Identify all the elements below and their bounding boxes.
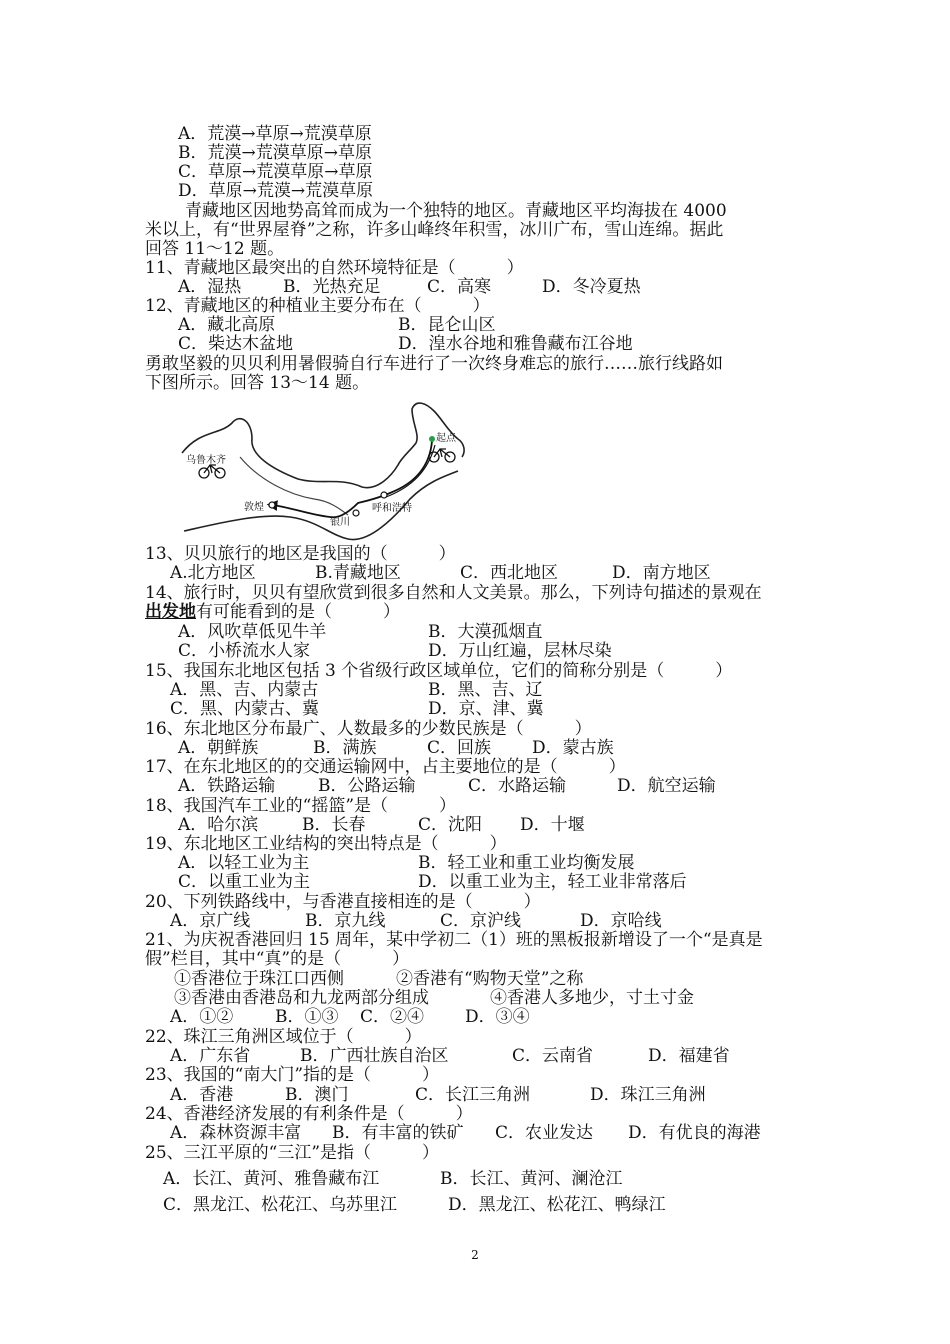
option-text: ②香港有“购物天堂”之称 xyxy=(396,969,584,989)
option-text: D．福建省 xyxy=(648,1046,730,1066)
line-text: A．湿热 xyxy=(178,277,242,297)
line-text: C．黑龙江、松花江、乌苏里江 xyxy=(163,1195,398,1215)
line-text: A．长江、黄河、雅鲁藏布江 xyxy=(163,1169,380,1189)
option-text: C．回族 xyxy=(427,738,492,758)
line-text: 勇敢坚毅的贝贝利用暑假骑自行车进行了一次终身难忘的旅行……旅行线路如 xyxy=(145,354,723,374)
option-text: D．航空运输 xyxy=(617,776,716,796)
line-text: A．京广线 xyxy=(170,911,251,931)
option-text: C．水路运输 xyxy=(468,776,567,796)
option-text: D．十堰 xyxy=(520,815,585,835)
line-text: 假”栏目，其中“真”的是（ ） xyxy=(145,949,410,969)
line-text: A.北方地区 xyxy=(170,563,256,583)
line-text: A．广东省 xyxy=(170,1046,251,1066)
line-text: 15、我国东北地区包括 3 个省级行政区域单位，它们的简称分别是（ ） xyxy=(145,661,733,681)
dunhuang-dot xyxy=(269,502,275,508)
line-text: C．黑、内蒙古、冀 xyxy=(170,699,320,719)
line-text: 20、下列铁路线中，与香港直接相连的是（ ） xyxy=(145,892,541,912)
option-text: B．公路运输 xyxy=(318,776,416,796)
line-text: D．草原→荒漠→荒漠草原 xyxy=(178,181,374,201)
option-text: B．大漠孤烟直 xyxy=(428,622,543,642)
option-text: D．以重工业为主，轻工业非常落后 xyxy=(418,872,687,892)
option-text: D．京、津、冀 xyxy=(428,699,544,719)
option-text: C．西北地区 xyxy=(460,563,559,583)
line-text: C．小桥流水人家 xyxy=(178,641,311,661)
option-text: D．珠江三角洲 xyxy=(590,1085,706,1105)
option-text: B．广西壮族自治区 xyxy=(300,1046,449,1066)
yinchuan-dot xyxy=(353,510,359,516)
line-text: 13、贝贝旅行的地区是我国的（ ） xyxy=(145,544,456,564)
line-text: 23、我国的“南大门”指的是（ ） xyxy=(145,1065,440,1085)
hohhot-dot xyxy=(381,492,387,498)
line-text: A．①② xyxy=(170,1007,234,1027)
line-text: 18、我国汽车工业的“摇篮”是（ ） xyxy=(145,796,457,816)
option-text: D．湟水谷地和雅鲁藏布江谷地 xyxy=(398,334,633,354)
option-text: D．有优良的海港 xyxy=(628,1123,761,1143)
line-text: 25、三江平原的“三江”是指（ ） xyxy=(145,1143,440,1163)
line-text: A．森林资源丰富 xyxy=(170,1123,302,1143)
option-text: ④香港人多地少，寸土寸金 xyxy=(490,988,694,1008)
line-text: 22、珠江三角洲区域位于（ ） xyxy=(145,1027,422,1047)
option-text: D．③④ xyxy=(465,1007,530,1027)
option-text: C．长江三角洲 xyxy=(415,1085,531,1105)
option-text: C．云南省 xyxy=(512,1046,594,1066)
option-text: B．满族 xyxy=(313,738,377,758)
label-urumqi: 乌鲁木齐 xyxy=(186,455,226,466)
option-text: D．蒙古族 xyxy=(532,738,614,758)
option-text: B．澳门 xyxy=(285,1085,349,1105)
line-text: 19、东北地区工业结构的突出特点是（ ） xyxy=(145,834,507,854)
bicycle-icon-urumqi xyxy=(199,465,225,478)
line-text: 21、为庆祝香港回归 15 周年，某中学初二（1）班的黑板报新增设了一个“是真是 xyxy=(145,930,763,950)
line-text: 11、青藏地区最突出的自然环境特征是（ ） xyxy=(145,258,524,278)
line-text: 12、青藏地区的种植业主要分布在（ ） xyxy=(145,296,490,316)
label-yinchuan: 银川 xyxy=(330,517,350,528)
line-text: A．朝鲜族 xyxy=(178,738,259,758)
line-text: A．香港 xyxy=(170,1085,234,1105)
line-text: A．以轻工业为主 xyxy=(178,853,310,873)
line-text: 下图所示。回答 13～14 题。 xyxy=(145,373,370,393)
line-text: A．哈尔滨 xyxy=(178,815,259,835)
line-text: A．藏北高原 xyxy=(178,315,276,335)
option-text: B．轻工业和重工业均衡发展 xyxy=(418,853,635,873)
line-text: 17、在东北地区的的交通运输网中，占主要地位的是（ ） xyxy=(145,757,626,777)
option-text: D．京哈线 xyxy=(580,911,662,931)
q14-rest-text: 有可能看到的是（ ） xyxy=(196,602,400,622)
option-text: B．昆仑山区 xyxy=(398,315,496,335)
option-text: B．①③ xyxy=(275,1007,339,1027)
line-text: B．荒漠→荒漠草原→草原 xyxy=(178,143,372,163)
option-text: B.青藏地区 xyxy=(315,563,401,583)
underlined-start-word: 出发地 xyxy=(145,602,196,622)
option-text: B．长江、黄河、澜沧江 xyxy=(440,1169,623,1189)
label-dunhuang: 敦煌 xyxy=(244,502,264,513)
line-text: ①香港位于珠江口西侧 xyxy=(174,969,344,989)
line-text: ③香港由香港岛和九龙两部分组成 xyxy=(174,988,429,1008)
line-text: 米以上，有“世界屋脊”之称，许多山峰终年积雪，冰川广布，雪山连绵。据此 xyxy=(145,220,724,240)
line-text: 青藏地区因地势高耸而成为一个独特的地区。青藏地区平均海拔在 4000 xyxy=(185,201,727,221)
option-text: C．②④ xyxy=(360,1007,425,1027)
label-start: 起点 xyxy=(436,433,456,444)
option-text: B．长春 xyxy=(302,815,366,835)
option-text: B．黑、吉、辽 xyxy=(428,680,543,700)
line-text: 回答 11～12 题。 xyxy=(145,239,285,259)
line-text: 24、香港经济发展的有利条件是（ ） xyxy=(145,1104,473,1124)
line-text: A．风吹草低见牛羊 xyxy=(178,622,327,642)
option-text: D．冬冷夏热 xyxy=(542,277,641,297)
option-text: D．万山红遍，层林尽染 xyxy=(428,641,612,661)
option-text: D．黑龙江、松花江、鸭绿江 xyxy=(448,1195,666,1215)
line-text: A．黑、吉、内蒙古 xyxy=(170,680,319,700)
option-text: B．京九线 xyxy=(305,911,386,931)
page-number: 2 xyxy=(471,1248,479,1262)
option-text: B．有丰富的铁矿 xyxy=(332,1123,464,1143)
option-text: C．京沪线 xyxy=(440,911,522,931)
line-text: A．铁路运输 xyxy=(178,776,276,796)
line-text: A．荒漠→草原→荒漠草原 xyxy=(178,124,372,144)
travel-route-map xyxy=(180,395,470,550)
option-text: D．南方地区 xyxy=(612,563,711,583)
option-text: C．农业发达 xyxy=(495,1123,594,1143)
line-text: 14、旅行时，贝贝有望欣赏到很多自然和人文美景。那么，下列诗句描述的景观在 xyxy=(145,583,762,603)
label-hohhot: 呼和浩特 xyxy=(372,503,412,514)
line-text: C．草原→荒漠草原→草原 xyxy=(178,162,373,182)
option-text: C．高寒 xyxy=(427,277,492,297)
line-text: C．柴达木盆地 xyxy=(178,334,294,354)
line-text: C．以重工业为主 xyxy=(178,872,311,892)
start-point xyxy=(429,436,435,442)
option-text: B．光热充足 xyxy=(283,277,381,297)
option-text: C．沈阳 xyxy=(418,815,483,835)
line-text: 16、东北地区分布最广、人数最多的少数民族是（ ） xyxy=(145,719,592,739)
